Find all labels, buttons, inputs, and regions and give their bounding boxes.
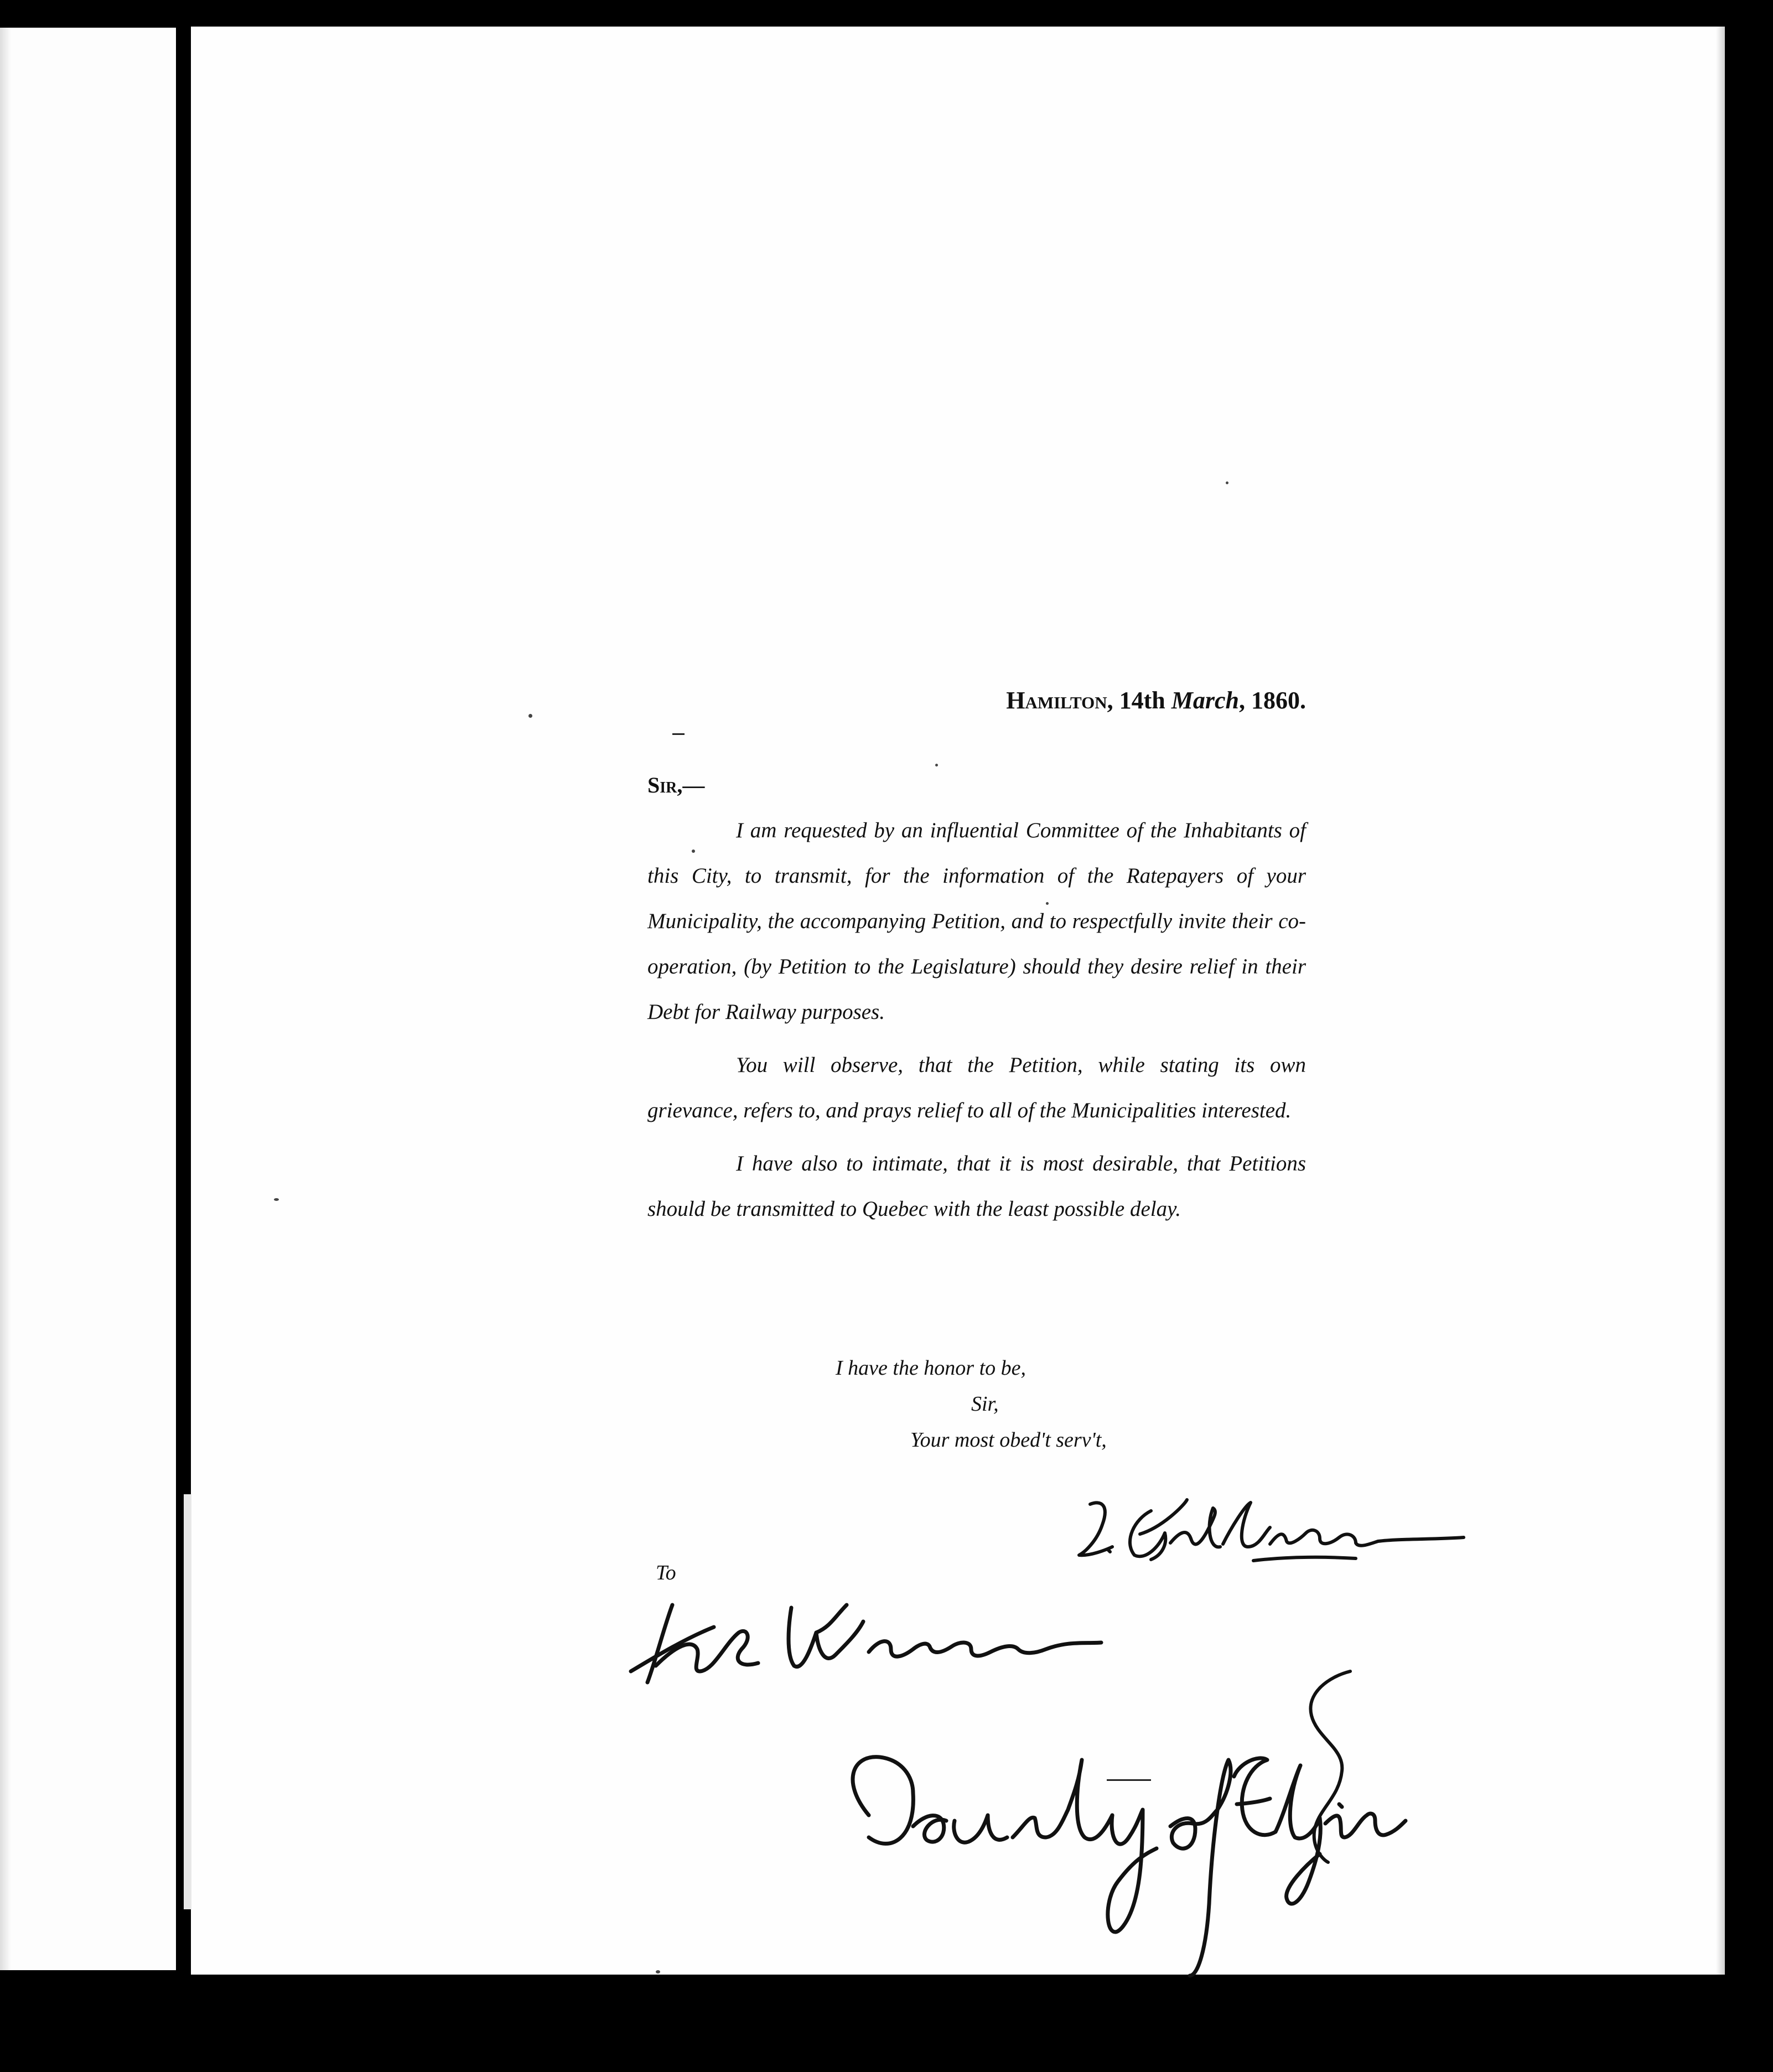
closing-line: Sir, [971, 1392, 999, 1416]
dateline-day: 14th [1119, 687, 1165, 714]
letter-body [647, 808, 1306, 1240]
paper-speck [656, 1970, 660, 1973]
dateline-sep: , [1107, 687, 1119, 714]
dateline [1006, 686, 1306, 714]
page-edge-shadow [1716, 27, 1725, 1975]
facing-page-edge [0, 28, 176, 1970]
bracket-flourish [1295, 1666, 1361, 1865]
paragraph: I have also to intimate, that it is most desirable, that Petitions should be transmitted to Quebec with the least possible delay. [647, 1152, 1306, 1221]
paragraph: You will observe, that the Petition, while stating its own grievance, refers to, and prays relief to all of the Municipalities interested. [647, 1053, 1306, 1122]
to-label: To [656, 1561, 676, 1584]
paper-speck [692, 849, 695, 853]
signature-handwriting [1068, 1494, 1466, 1566]
salutation: Sir,— [647, 773, 705, 797]
dateline-place: Hamilton [1006, 687, 1107, 714]
page-edge-strip [184, 1494, 191, 1909]
closing-line: I have the honor to be, [836, 1356, 1027, 1380]
divider-dash [672, 733, 685, 735]
paper-speck [274, 1198, 279, 1201]
addressee-handwriting [625, 1594, 1411, 1981]
paragraph: I am requested by an influential Committee of the Inhabitants of this City, to transmit, for the information of the Ratepayers of your Municipality, the accompanying Petition, and to respectfully invite their co-operation, (by Petition to the Legislature) should they desire relief in their Debt for Railway purposes. [647, 819, 1306, 1024]
closing-line: Your most obed't serv't, [910, 1428, 1107, 1452]
dateline-year: , 1860. [1239, 687, 1306, 714]
paper-speck [1226, 481, 1228, 484]
page-fold [0, 28, 11, 1970]
paper-speck [1046, 902, 1049, 905]
paper-speck [528, 714, 532, 718]
paper-speck [935, 764, 938, 766]
dateline-month: March [1171, 687, 1239, 714]
